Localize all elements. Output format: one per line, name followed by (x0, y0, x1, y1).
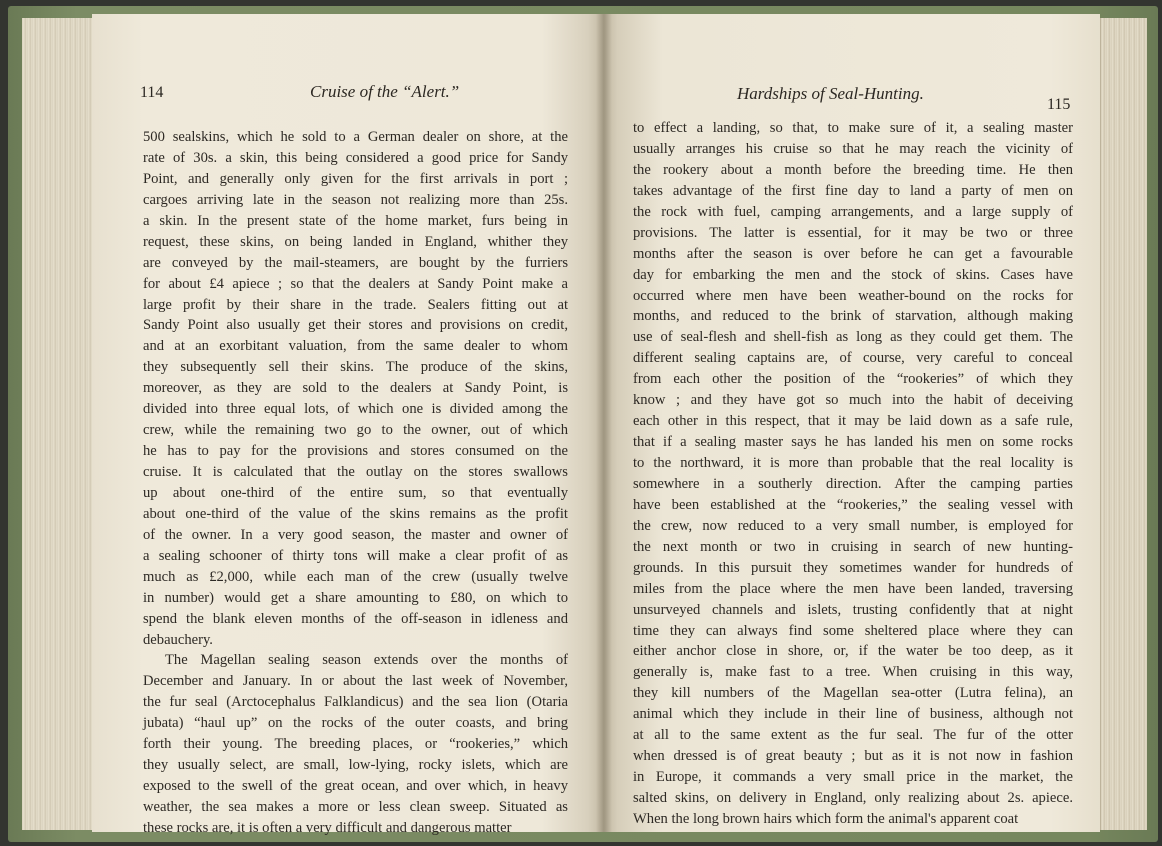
text-line: the rookery about a month before the breeding time. He then (633, 161, 1073, 178)
text-line: of the owner. In a very good season, the master and owner of (143, 526, 568, 543)
page-edges-right (1100, 18, 1147, 830)
text-line: each other in this respect, that it may be laid down as a safe rule, (633, 413, 1073, 430)
text-line: cruise. It is calculated that the outlay on the stores swallows (143, 464, 568, 480)
right-page-number: 115 (1047, 96, 1071, 113)
text-line: divided into three equal lots, of which one is divided among the (143, 401, 568, 418)
text-line: generally is, make fast to a tree. When cruising in this way, (633, 664, 1073, 681)
text-line: a skin. In the present state of the home market, furs being in (143, 212, 568, 229)
text-line: jubata) “haul up” on the rocks of the outer coasts, and bring (143, 715, 568, 732)
text-line: moreover, as they are sold to the dealers at Sandy Point, is (143, 380, 568, 397)
text-line: months after the season is over before he can get a favourable (633, 245, 1073, 262)
right-running-title (737, 84, 924, 104)
text-line: The Magellan sealing season extends over the months of (165, 652, 568, 669)
text-line: at all to the same extent as the fur seal. The fur of the otter (633, 727, 1073, 744)
text-line: and at an exorbitant valuation, from the same dealer to whom (143, 338, 568, 355)
text-line: up about one-third of the entire sum, so that eventually (143, 484, 568, 501)
book-gutter (596, 14, 612, 832)
text-line: request, these skins, on being landed in England, whither they (143, 233, 568, 250)
text-line: they kill numbers of the Magellan sea-otter (Lutra felina), an (633, 685, 1073, 702)
text-line: much as £2,000, while each man of the crew (usually twelve (143, 568, 568, 585)
text-line: months, and reduced to the brink of starvation, although making (633, 308, 1073, 325)
text-line: in Europe, it commands a very small price in the market, the (633, 769, 1073, 786)
text-line: exposed to the swell of the great ocean, and over which, in heavy (143, 778, 568, 795)
text-line: grounds. In this pursuit they sometimes wander for hundreds of (633, 559, 1073, 576)
text-line: Sandy Point also usually get their stores and provisions on credit, (143, 317, 568, 334)
text-line: they usually select, are small, low-lying, rocky islets, which are (143, 757, 568, 774)
text-line: to the northward, it is more than probable that the real locality is (633, 455, 1073, 471)
text-line: a sealing schooner of thirty tons will make a clear profit of as (143, 547, 568, 564)
text-line: When the long brown hairs which form the animal's apparent coat (633, 810, 1019, 827)
text-line: when dressed is of great beauty ; but as it is not now in fashion (633, 748, 1073, 765)
text-line: different sealing captains are, of course, very careful to conceal (633, 350, 1073, 367)
text-line: Point, and generally only given for the first arrivals in port ; (143, 170, 568, 187)
left-running-title-text: Cruise of the “Alert.” (310, 82, 460, 101)
text-line: usually arranges his cruise so that he may reach the vicinity of (633, 140, 1073, 157)
text-line: takes advantage of the first fine day to land a party of men on (633, 182, 1073, 199)
text-line: debauchery. (143, 631, 213, 648)
text-line: for about £4 apiece ; so that the dealers at Sandy Point make a (143, 275, 568, 292)
text-line: unsurveyed channels and islets, trusting confidently that at night (633, 601, 1073, 618)
text-line: either anchor close in shore, or, if the water be too deep, as it (633, 643, 1073, 660)
right-running-title-text: Hardships of Seal-Hunting. (737, 84, 924, 103)
text-line: cargoes arriving late in the season not realizing more than 25s. (143, 191, 568, 208)
text-line: the next month or two in cruising in search of new hunting- (633, 538, 1073, 555)
text-line: these rocks are, it is often a very difficult and dangerous matter (143, 819, 512, 836)
text-line: provisions. The latter is essential, for it may be two or three (633, 224, 1073, 241)
text-line: crew, while the remaining two go to the owner, out of which (143, 422, 568, 439)
left-running-title (310, 82, 459, 102)
text-line: are conveyed by the mail-steamers, are bought by the furriers (143, 254, 568, 271)
text-line: from each other the position of the “rookeries” of which they (633, 371, 1073, 388)
text-line: large profit by their share in the trade. Sealers fitting out at (143, 296, 568, 313)
text-line: spend the blank eleven months of the off-season in idleness and (143, 610, 568, 627)
left-page-body (143, 127, 568, 839)
text-line: to effect a landing, so that, to make sure of it, a sealing master (633, 120, 1073, 136)
text-line: he has to pay for the provisions and stores consumed on the (143, 443, 568, 460)
text-line: that if a sealing master says he has landed his men on some rocks (633, 434, 1073, 451)
text-line: animal which they include in their line of business, although not (633, 706, 1073, 723)
text-line: have been established at the “rookeries,” the sealing vessel with (633, 496, 1073, 513)
text-line: use of seal-flesh and shell-fish as long as they could get them. The (633, 329, 1073, 346)
text-line: about one-third of the value of the skins remains as the profit (143, 505, 568, 522)
right-page-body (633, 118, 1073, 830)
text-line: the rock with fuel, camping arrangements, and a large supply of (633, 203, 1073, 220)
text-line: weather, the sea makes a more or less clean sweep. Situated as (143, 799, 568, 815)
text-line: day for embarking the men and the stock of skins. Cases have (633, 266, 1073, 283)
text-line: the fur seal (Arctocephalus Falklandicus) and the sea lion (Otaria (143, 694, 568, 711)
text-line: somewhere in a southerly direction. After the camping parties (633, 475, 1073, 492)
text-line: the crew, now reduced to a very small number, is employed for (633, 517, 1073, 534)
text-line: occurred where men have been weather-bound on the rocks for (633, 287, 1073, 304)
text-line: they subsequently sell their skins. The produce of the skins, (143, 359, 568, 376)
text-line: miles from the place where the men have been landed, traversing (633, 580, 1073, 597)
text-line: December and January. In or about the last week of November, (143, 673, 568, 690)
text-line: time they can always find some sheltered place where they can (633, 622, 1073, 639)
text-line: forth their young. The breeding places, or “rookeries,” which (143, 736, 568, 753)
text-line: in number) would get a share amounting to £80, on which to (143, 589, 568, 606)
text-line: know ; and they have got so much into the habit of deceiving (633, 392, 1073, 409)
left-page-number: 114 (140, 84, 164, 101)
page-edges-left (22, 18, 93, 830)
text-line: 500 sealskins, which he sold to a German dealer on shore, at the (143, 129, 568, 145)
text-line: rate of 30s. a skin, this being considered a good price for Sandy (143, 149, 568, 166)
text-line: salted skins, on delivery in England, only realizing about 2s. apiece. (633, 790, 1073, 806)
